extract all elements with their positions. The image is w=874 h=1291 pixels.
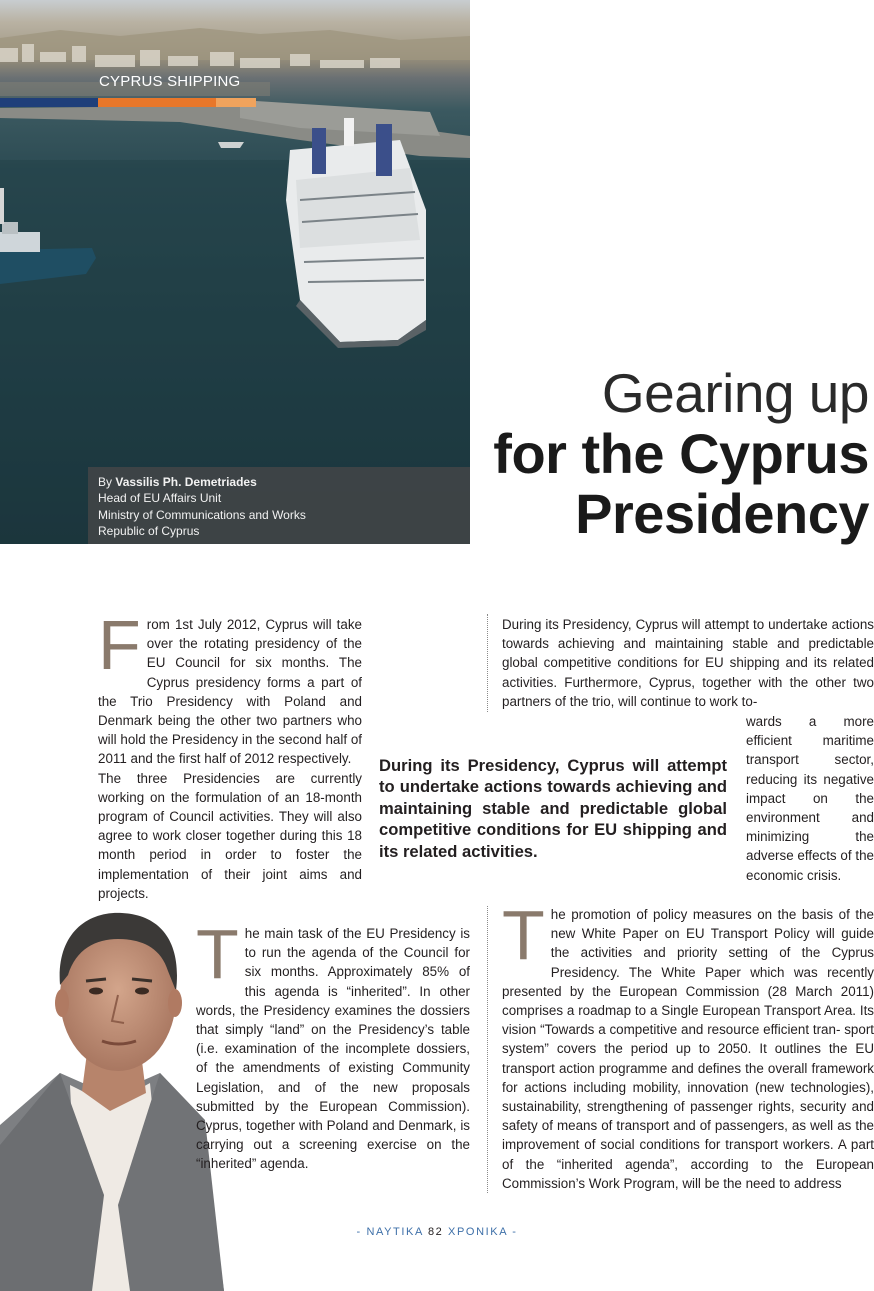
dropcap-t: T xyxy=(196,915,239,993)
tag-bar-blue xyxy=(0,98,98,107)
article-column-lower-right xyxy=(502,896,874,1193)
byline-author: Vassilis Ph. Demetriades xyxy=(115,475,257,489)
paragraph-3-text: he main task of the EU Presidency is to run the agenda of the Council for six months. Approximately 85% of this agenda is “inherited”. In other words, the Presidency examines the dossiers that simply “land” on the Presidency’s table (i.e. examination of the incomplete dossiers, of the amendments of existing Community Legislation, and of the new proposals submitted by the European Commission). Cyprus, together with Poland and Denmark, is carrying out a screening exercise on the “inherited” agenda. xyxy=(196,926,470,1172)
footer-right: ΧΡΟΝΙΚΑ - xyxy=(448,1226,518,1238)
pull-quote: During its Presidency, Cyprus will attempt to undertake actions towards achieving and maintaining stable and predictable global competitive conditions for EU shipping and its related activities. xyxy=(379,756,727,861)
paragraph-2: The three Presidencies are currently working on the formulation of an 18-month program of Council activities. They will also agree to work closer together during this 18 month period in order to foster the implementation of their joint aims and projects. xyxy=(98,770,362,901)
article-title xyxy=(493,362,869,544)
section-tag: CYPRUS SHIPPING xyxy=(99,73,241,90)
hero-photo xyxy=(0,0,470,544)
byline-author-line xyxy=(98,474,470,490)
article-column-right-top: During its Presidency, Cyprus will attempt to undertake actions towards achieving and maintaining stable and predictable global competitive conditions for EU shipping and its related activities. Furthermore, Cyprus, together with the other two partners of the trio, will continue to work to- xyxy=(502,617,874,709)
dropcap-t-2: T xyxy=(502,896,545,974)
page-footer xyxy=(0,1226,874,1238)
column-divider-lower xyxy=(487,906,488,1193)
byline-ministry: Ministry of Communications and Works xyxy=(98,507,306,522)
article-column-right-narrow: wards a more efficient maritime transport sector, reducing its negative impact on the environment and minimizing the adverse effects of the economic crisis. xyxy=(746,714,874,883)
tag-bar-orange-light xyxy=(216,98,256,107)
paragraph-1-text: rom 1st July 2012, Cyprus will take over the rotating presidency of the EU Council for six months. The Cyprus presidency forms a part of the Trio Presidency with Poland and Denmark being the other two partners who will hold the Presidency in the second half of 2011 and the first half of 2012 respectively. xyxy=(98,617,362,767)
paragraph-5-text: he promotion of policy measures on the basis of the new White Paper on EU Transport Policy will guide the activities and priority setting of the Cyprus Presidency. The White Paper which was recently presented by the European Commission (28 March 2011) comprises a roadmap to a Single European Transport Area. Its vision “Towards a competitive and resource efficient tran- sport system” covers the period up to 2050. It outlines the EU transport action programme and defines the overall framework for actions including mobility, innovation (new technologies), sustainability, strengthening of passenger rights, security and safety of means of transport and of passengers, as well as the improvement of social conditions for transport workers. A part of the “inherited agenda”, according to the European Commission’s Work Program, will be the need to address xyxy=(502,907,874,1191)
dropcap-f: F xyxy=(98,606,141,684)
column-divider xyxy=(487,614,488,712)
byline-box xyxy=(88,467,470,544)
tag-bar-orange xyxy=(98,98,216,107)
article-column-left xyxy=(98,606,362,903)
page-number: 82 xyxy=(427,1226,444,1238)
title-line-2: for the Cyprus xyxy=(493,422,869,485)
article-column-lower-left xyxy=(196,915,470,1174)
footer-left: - ΝΑΥΤΙΚΑ xyxy=(356,1226,424,1238)
title-line-3: Presidency xyxy=(575,482,869,545)
byline-prefix: By xyxy=(98,475,113,489)
title-line-1: Gearing up xyxy=(601,362,869,424)
byline-role: Head of EU Affairs Unit xyxy=(98,491,222,506)
byline-country: Republic of Cyprus xyxy=(98,524,200,539)
paragraph-1 xyxy=(98,606,362,769)
